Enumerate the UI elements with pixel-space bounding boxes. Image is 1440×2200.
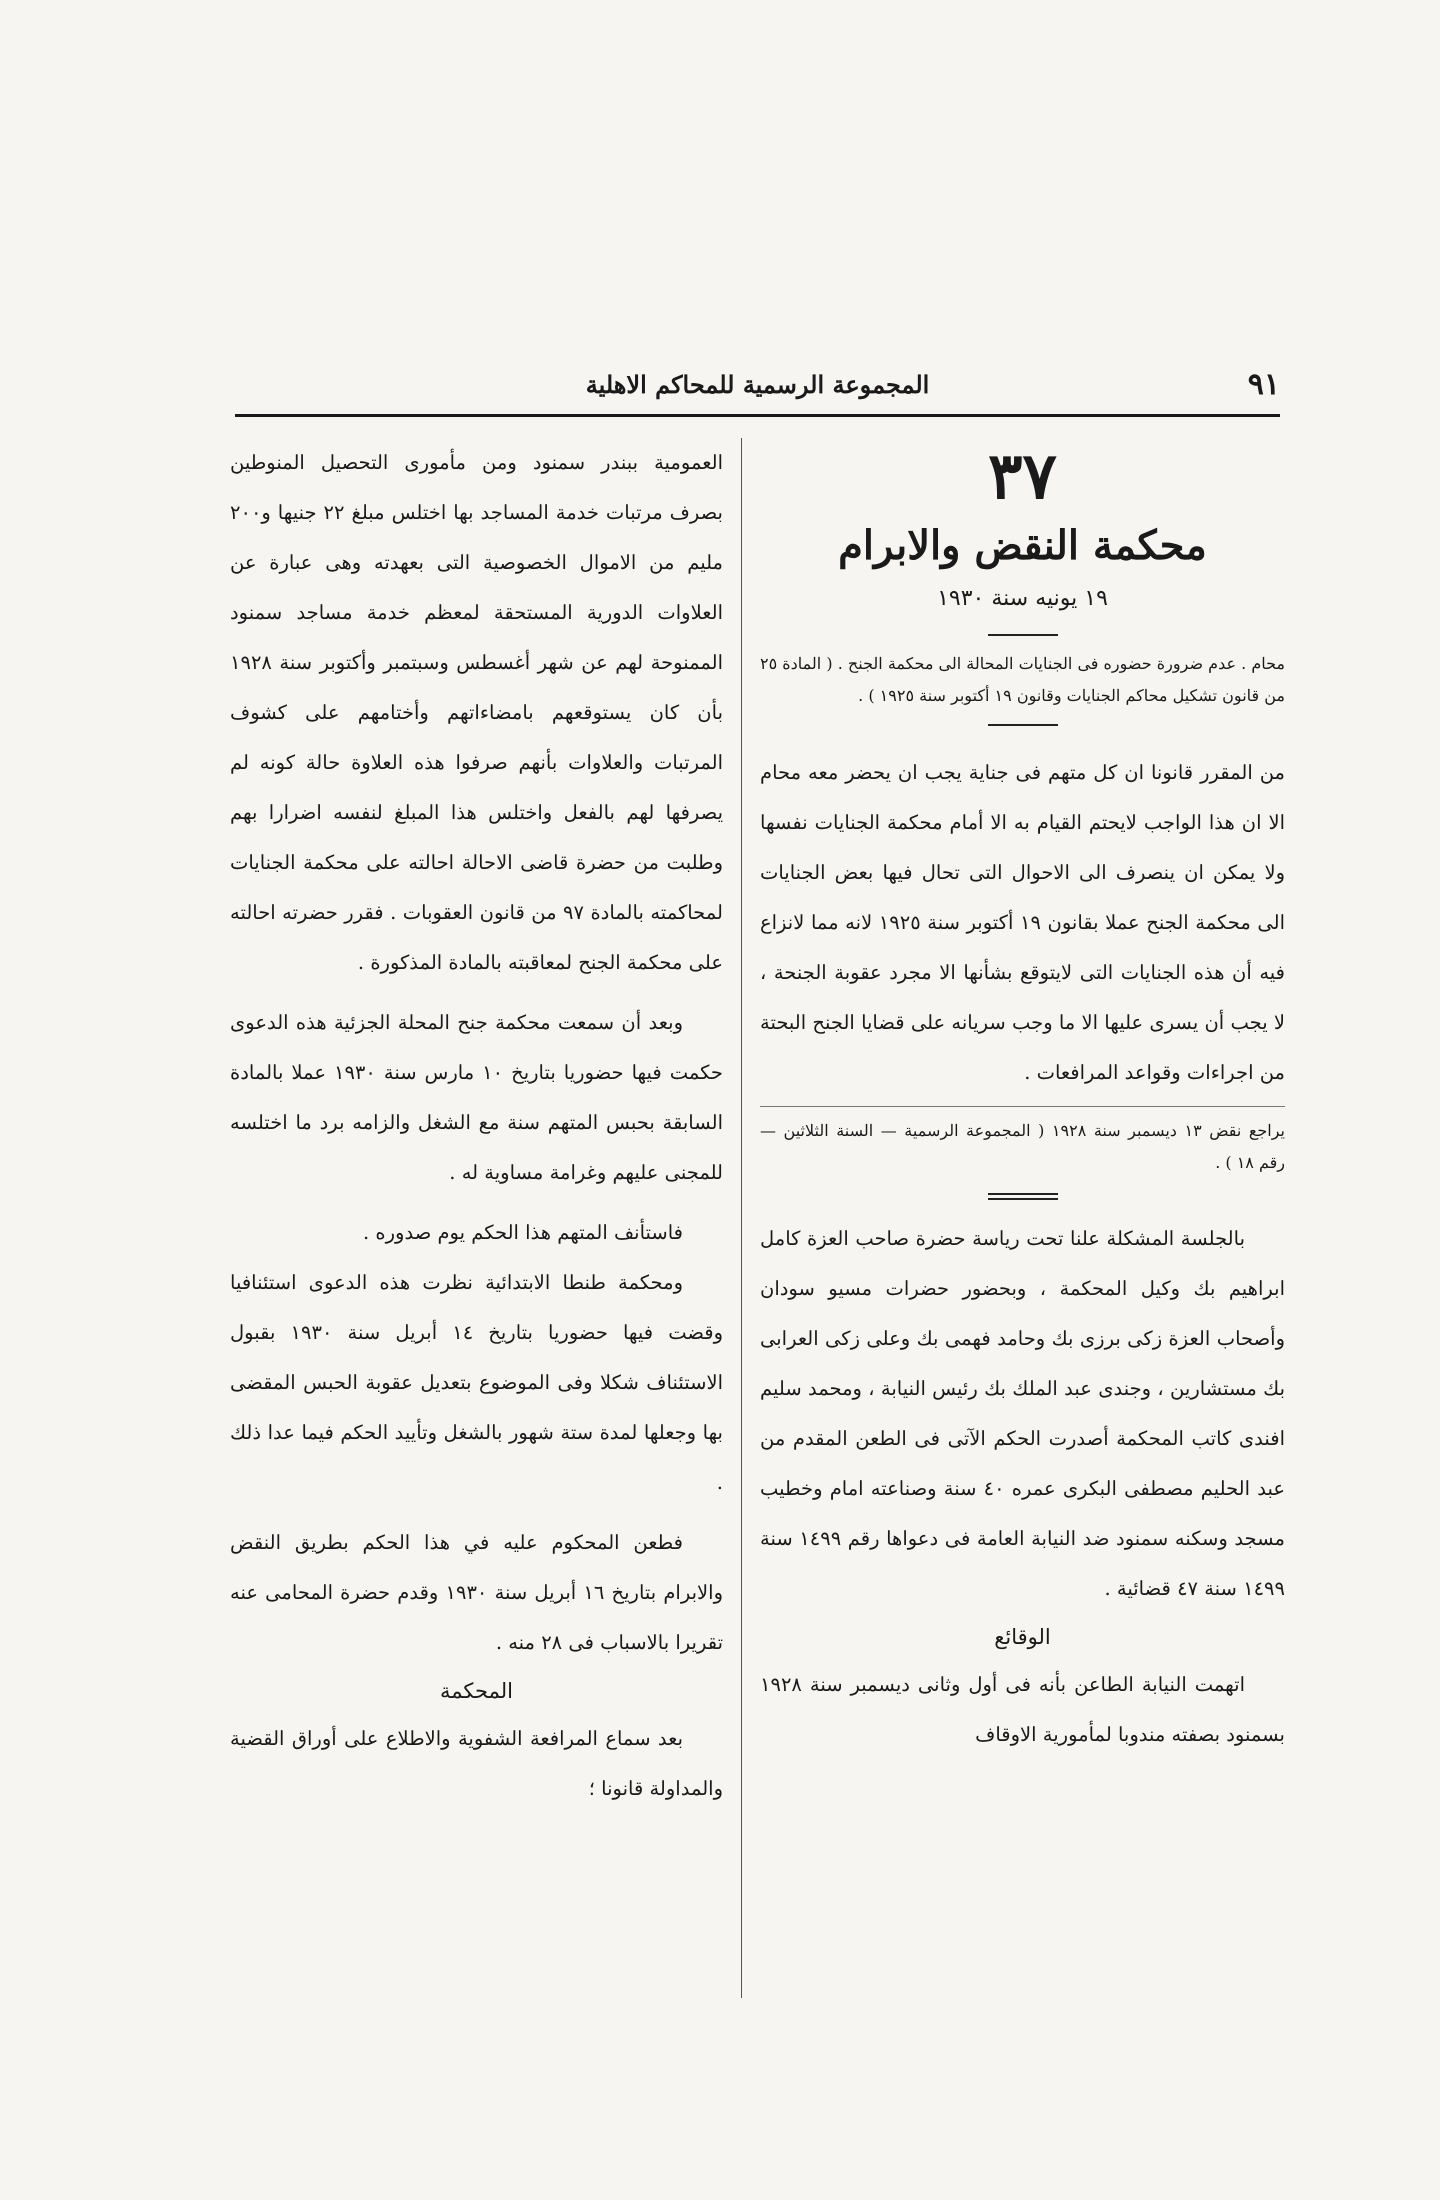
- paragraph: العمومية ببندر سمنود ومن مأمورى التحصيل المنوطين بصرف مرتبات خدمة المساجد بها اختلس مبلغ ٢٢ جنيها و٢٠٠ مليم من الاموال الخصوصية التى بعهدته وهى عبارة عن العلاوات الدورية المستحقة لمعظم خدمة مساجد سمنود الممنوحة لهم عن شهر أغسطس وسبتمبر وأكتوبر سنة ١٩٢٨ بأن كان يستوقعهم بامضاءاتهم وأختامهم على كشوف المرتبات والعلاوات بأنهم صرفوا هذه العلاوة حالة كونه لم يصرفها لهم بالفعل واختلس هذا المبلغ لنفسه اضرارا بهم وطلبت من حضرة قاضى الاحالة احالته على محكمة الجنايات لمحاكمته بالمادة ٩٧ من قانون العقوبات . فقرر حضرته احالته على محكمة الجنح لمعاقبته بالمادة المذكورة .: [230, 451, 723, 974]
- principle-paragraph: من المقرر قانونا ان كل متهم فى جناية يجب ان يحضر معه محام الا ان هذا الواجب لايحتم القيام به الا أمام محكمة الجنايات نفسها ولا يمكن ان ينصرف الى الاحوال التى تحال فيها بعض الجنايات الى محكمة الجنح عملا بقانون ١٩ أكتوبر سنة ١٩٢٥ لانه مما لانزاع فيه أن هذه الجنايات التى لايتوقع بشأنها الا مجرد عقوبة الجنحة ، لا يجب أن يسرى عليها الا ما وجب سريانه على قضايا الجنح البحتة من اجراءات وقواعد المرافعات .: [760, 761, 1285, 1084]
- divider: [988, 724, 1058, 726]
- header-rule: [235, 414, 1280, 417]
- summary-note: محام . عدم ضرورة حضوره فى الجنايات المحالة الى محكمة الجنح . ( المادة ٢٥ من قانون تشكيل محاكم الجنايات وقانون ١٩ أكتوبر سنة ١٩٢٥ ) .: [760, 654, 1285, 705]
- session-paragraph: بالجلسة المشكلة علنا تحت رياسة حضرة صاحب العزة كامل ابراهيم بك وكيل المحكمة ، وبحضور حضرات مسيو سودان وأصحاب العزة زكى برزى بك وحامد فهمى بك وعلى زكى العرابى بك مستشارين ، وجندى عبد الملك بك رئيس النيابة ، ومحمد سليم افندى كاتب المحكمة أصدرت الحكم الآتى فى الطعن المقدم من عبد الحليم مصطفى البكرى عمره ٤٠ سنة وصناعته امام وخطيب مسجد وسكنه سمنود ضد النيابة العامة فى دعواها رقم ١٤٩٩ سنة ١٤٩٩ سنة ٤٧ قضائية .: [760, 1227, 1286, 1600]
- paragraph: فاستأنف المتهم هذا الحكم يوم صدوره .: [363, 1221, 683, 1244]
- facts-heading: الوقائع: [994, 1625, 1051, 1649]
- paragraph: بعد سماع المرافعة الشفوية والاطلاع على أوراق القضية والمداولة قانونا ؛: [230, 1727, 723, 1800]
- paragraph: وبعد أن سمعت محكمة جنح المحلة الجزئية هذه الدعوى حكمت فيها حضوريا بتاريخ ١٠ مارس سنة ١٩٣٠ عملا بالمادة السابقة بحبس المتهم سنة مع الشغل والزامه برد ما اختلسه للمجنى عليهم وغرامة مساوية له .: [230, 1011, 723, 1184]
- page-header: [235, 360, 1280, 408]
- paragraph: ومحكمة طنطا الابتدائية نظرت هذه الدعوى استئنافيا وقضت فيها حضوريا بتاريخ ١٤ أبريل سنة ١٩٣٠ بقبول الاستئناف شكلا وفى الموضوع بتعديل عقوبة الحبس المقضى بها وجعلها لمدة ستة شهور بالشغل وتأييد الحكم فيما عدا ذلك .: [230, 1271, 724, 1494]
- running-title: المجموعة الرسمية للمحاكم الاهلية: [585, 369, 930, 399]
- divider: [760, 1106, 1285, 1107]
- divider: [988, 634, 1058, 636]
- page-number: ٩١: [1247, 366, 1280, 402]
- paragraph: فطعن المحكوم عليه في هذا الحكم بطريق النقض والابرام بتاريخ ١٦ أبريل سنة ١٩٣٠ وقدم حضرة المحامى عنه تقريرا بالاسباب فى ٢٨ منه .: [230, 1531, 723, 1654]
- facts-paragraph: اتهمت النيابة الطاعن بأنه فى أول وثانى ديسمبر سنة ١٩٢٨ بسمنود بصفته مندوبا لمأمورية الاوقاف: [760, 1673, 1285, 1746]
- court-heading: المحكمة: [440, 1679, 513, 1703]
- case-date: ١٩ يونيه سنة ١٩٣٠: [937, 586, 1108, 611]
- double-divider: [988, 1193, 1058, 1200]
- column-divider: [741, 438, 742, 1998]
- right-column: [760, 438, 1285, 1760]
- court-name: محكمة النقض والابرام: [838, 522, 1207, 569]
- left-column: [230, 438, 723, 1814]
- reference-note: يراجع نقض ١٣ ديسمبر سنة ١٩٢٨ ( المجموعة الرسمية — السنة الثلاثين — رقم ١٨ ) .: [760, 1121, 1286, 1172]
- case-number: ٣٧: [988, 439, 1057, 514]
